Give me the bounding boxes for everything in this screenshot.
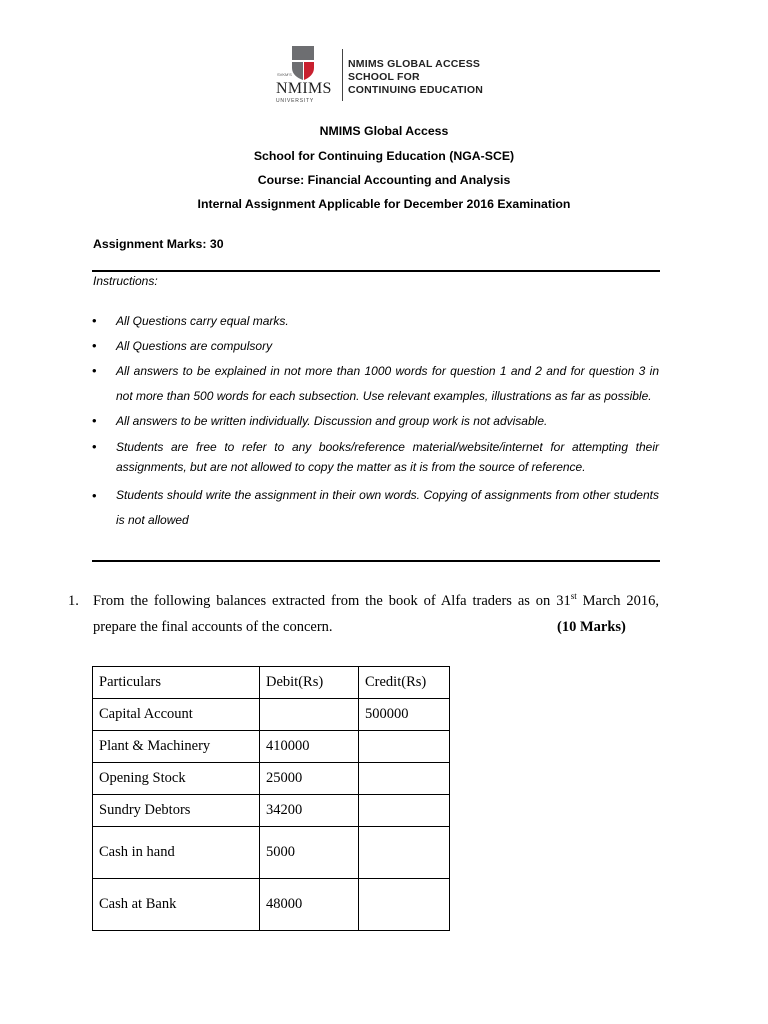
table-cell: 34200 bbox=[260, 795, 359, 827]
instruction-item: • All answers to be written individually. Discussion and group work is not advisable. bbox=[92, 409, 659, 433]
table-cell: 410000 bbox=[260, 731, 359, 763]
logo-text bbox=[348, 58, 483, 97]
table-cell: 25000 bbox=[260, 763, 359, 795]
table-cell: 5000 bbox=[260, 827, 359, 879]
instructions-heading: Instructions: bbox=[93, 274, 158, 288]
table-cell bbox=[359, 731, 450, 763]
logo-separator bbox=[342, 49, 343, 101]
table-cell: 48000 bbox=[260, 879, 359, 931]
instruction-item: • All answers to be explained in not more than 1000 words for question 1 and 2 and for question 3 in not more than 500 words for each subsection. Use relevant examples, illustrations as far as possible. bbox=[92, 359, 659, 408]
table-row bbox=[93, 699, 450, 731]
divider-bottom bbox=[92, 560, 660, 562]
table-header-cell: Credit(Rs) bbox=[359, 667, 450, 699]
table-cell: Capital Account bbox=[93, 699, 260, 731]
question-marks: (10 Marks) bbox=[557, 619, 626, 635]
table-header-cell: Debit(Rs) bbox=[260, 667, 359, 699]
table-cell: Cash in hand bbox=[93, 827, 260, 879]
table-cell: 500000 bbox=[359, 699, 450, 731]
instruction-item: • All Questions are compulsory bbox=[92, 334, 659, 358]
logo-line-3: CONTINUING EDUCATION bbox=[348, 84, 484, 96]
question-text-part-1: From the following balances extracted from the book of Alfa traders as on 31 bbox=[93, 593, 571, 609]
question-number: 1. bbox=[68, 593, 79, 609]
table-cell: Cash at Bank bbox=[93, 879, 260, 931]
instruction-item: • All Questions carry equal marks. bbox=[92, 309, 659, 333]
assignment-marks: Assignment Marks: 30 bbox=[93, 237, 224, 251]
table-cell bbox=[260, 699, 359, 731]
ordinal-suffix: st bbox=[570, 591, 577, 602]
logo-line-1: NMIMS GLOBAL ACCESS bbox=[348, 58, 481, 70]
table-row bbox=[93, 827, 450, 879]
table-cell: Sundry Debtors bbox=[93, 795, 260, 827]
header-line-4: Internal Assignment Applicable for December 2016 Examination bbox=[197, 197, 571, 211]
header-line-1: NMIMS Global Access bbox=[319, 124, 449, 138]
table-cell bbox=[359, 795, 450, 827]
instruction-item: • Students are free to refer to any books/reference material/website/internet for attempting their assignments, but are not allowed to copy the matter as it is from the source of reference. bbox=[92, 437, 659, 477]
table-cell bbox=[359, 763, 450, 795]
logo-svkms: SVKM'S bbox=[277, 72, 292, 77]
instruction-item: • Students should write the assignment in their own words. Copying of assignments from other students is not allowed bbox=[92, 483, 659, 533]
logo-nmims-word: NMIMS bbox=[276, 80, 332, 97]
logo-line-2: SCHOOL FOR bbox=[348, 71, 420, 83]
table-cell bbox=[359, 879, 450, 931]
table-cell: Plant & Machinery bbox=[93, 731, 260, 763]
table-cell: Opening Stock bbox=[93, 763, 260, 795]
table-row bbox=[93, 731, 450, 763]
question-1 bbox=[68, 588, 659, 640]
table-row bbox=[93, 879, 450, 931]
header-line-3: Course: Financial Accounting and Analysis bbox=[257, 173, 511, 187]
nmims-logo bbox=[276, 44, 486, 110]
instructions-list bbox=[92, 309, 659, 533]
table-header-row bbox=[93, 667, 450, 699]
table-row bbox=[93, 795, 450, 827]
divider-top bbox=[92, 270, 660, 272]
table-header-cell: Particulars bbox=[93, 667, 260, 699]
table-row bbox=[93, 763, 450, 795]
header-line-2: School for Continuing Education (NGA-SCE) bbox=[253, 149, 515, 163]
balances-table bbox=[92, 666, 450, 931]
question-text-part-2: March 2016, prepare the final accounts of the concern. bbox=[93, 593, 659, 635]
logo-university-word: UNIVERSITY bbox=[276, 98, 315, 104]
table-cell bbox=[359, 827, 450, 879]
